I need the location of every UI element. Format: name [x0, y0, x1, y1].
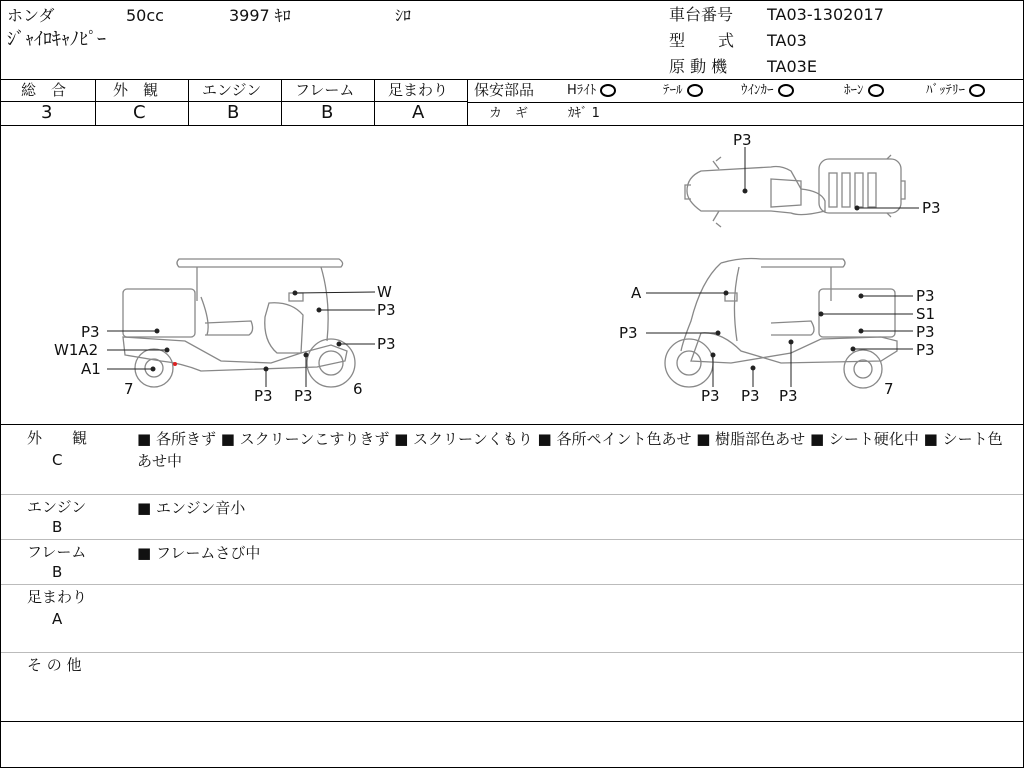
- exterior-grade: C: [133, 102, 146, 123]
- divider: [95, 79, 96, 125]
- ok-circle-icon: [778, 84, 794, 97]
- diagram-label: S1: [916, 305, 936, 323]
- diagram-label: P3: [377, 335, 396, 353]
- suspension-grade: A: [412, 102, 425, 123]
- diagram-label: P3: [916, 287, 935, 305]
- safety-item-battery: ﾊﾞｯﾃﾘｰ: [926, 84, 985, 97]
- divider: [281, 79, 282, 125]
- exterior-label: 外 観: [113, 81, 159, 99]
- diagram-label: P3: [701, 387, 720, 405]
- safety-item-headlight: Hﾗｲﾄ: [567, 84, 616, 97]
- remark-grade: A: [52, 610, 63, 628]
- divider: [467, 102, 1023, 103]
- remark-grade: C: [52, 451, 63, 469]
- divider: [1, 721, 1023, 722]
- divider: [374, 79, 375, 125]
- divider: [1, 584, 1023, 585]
- type-value: TA03: [767, 31, 807, 50]
- diagram-label: 7: [124, 380, 134, 398]
- remark-label: エンジン: [27, 498, 87, 516]
- color: ｼﾛ: [395, 6, 412, 25]
- remark-label: 外 観: [27, 429, 88, 447]
- key-value: ｶｷﾞ 1: [568, 106, 600, 121]
- type-label-2: 式: [718, 31, 735, 50]
- type-label-1: 型: [669, 31, 686, 50]
- divider: [1, 79, 1023, 80]
- engine-model-label: 原 動 機: [669, 57, 728, 76]
- remark-grade: B: [52, 518, 63, 536]
- diagram-label: P3: [619, 324, 638, 342]
- model-name: ｼﾞｬｲﾛｷｬﾉﾋﾟｰ: [7, 29, 106, 50]
- remark-text: ■ 各所きず ■ スクリーンこすりきず ■ スクリーンくもり ■ 各所ペイント色あせ ■ 樹脂部色あせ ■ シート硬化中 ■ シート色あせ中: [137, 430, 1003, 470]
- overall-grade: 3: [41, 102, 53, 123]
- diagram-label: P3: [254, 387, 273, 405]
- engine-label: エンジン: [202, 81, 262, 99]
- remark-label: フレーム: [27, 543, 87, 561]
- diagram-label: 7: [884, 380, 894, 398]
- divider: [188, 79, 189, 125]
- diagram-label: W: [377, 283, 392, 301]
- diagram-label: P3: [922, 199, 941, 217]
- frame-no-label: 車台番号: [669, 5, 734, 24]
- ok-circle-icon: [868, 84, 884, 97]
- safety-item-winker: ｳｲﾝｶｰ: [741, 84, 794, 97]
- red-mark: [173, 362, 177, 366]
- diagram-label: P3: [733, 131, 752, 149]
- ok-circle-icon: [969, 84, 985, 97]
- damage-diagram: [1, 126, 1023, 424]
- divider: [467, 79, 468, 125]
- diagram-label: 6: [353, 380, 363, 398]
- diagram-label: P3: [741, 387, 760, 405]
- engine-grade: B: [227, 102, 240, 123]
- ok-circle-icon: [600, 84, 616, 97]
- safety-item-tail: ﾃｰﾙ: [663, 84, 703, 97]
- diagram-label: P3: [779, 387, 798, 405]
- suspension-label: 足まわり: [388, 81, 449, 99]
- scooter-top-view: [685, 155, 905, 227]
- scooter-side-view-left: [123, 259, 355, 387]
- diagram-label: P3: [377, 301, 396, 319]
- frame-no: TA03-1302017: [767, 5, 884, 24]
- diagram-label: P3: [294, 387, 313, 405]
- divider: [1, 494, 1023, 495]
- remark-label: そ の 他: [27, 656, 82, 674]
- key-label: カ ギ: [489, 106, 529, 121]
- divider: [1, 424, 1023, 425]
- safety-item-horn: ﾎｰﾝ: [844, 84, 884, 97]
- diagram-label: P3: [916, 341, 935, 359]
- diagram-label: W1A2: [54, 341, 99, 359]
- ok-circle-icon: [687, 84, 703, 97]
- diagram-label: A: [631, 284, 642, 302]
- divider: [1, 539, 1023, 540]
- overall-label: 総 合: [21, 81, 67, 99]
- frame-label: フレーム: [295, 81, 355, 99]
- scooter-side-view-right: [665, 259, 897, 389]
- diagram-label: P3: [916, 323, 935, 341]
- remark-text: ■ フレームさび中: [137, 544, 261, 562]
- safety-label: 保安部品: [474, 81, 535, 99]
- remark-label: 足まわり: [27, 588, 88, 606]
- divider: [1, 652, 1023, 653]
- diagram-label: A1: [81, 360, 101, 378]
- diagram-label: P3: [81, 323, 100, 341]
- remark-grade: B: [52, 563, 63, 581]
- engine-model-value: TA03E: [767, 57, 817, 76]
- displacement: 50cc: [126, 6, 164, 25]
- maker: ホンダ: [7, 6, 55, 25]
- frame-grade: B: [321, 102, 334, 123]
- remark-text: ■ エンジン音小: [137, 499, 246, 517]
- mileage: 3997 ｷﾛ: [229, 6, 291, 25]
